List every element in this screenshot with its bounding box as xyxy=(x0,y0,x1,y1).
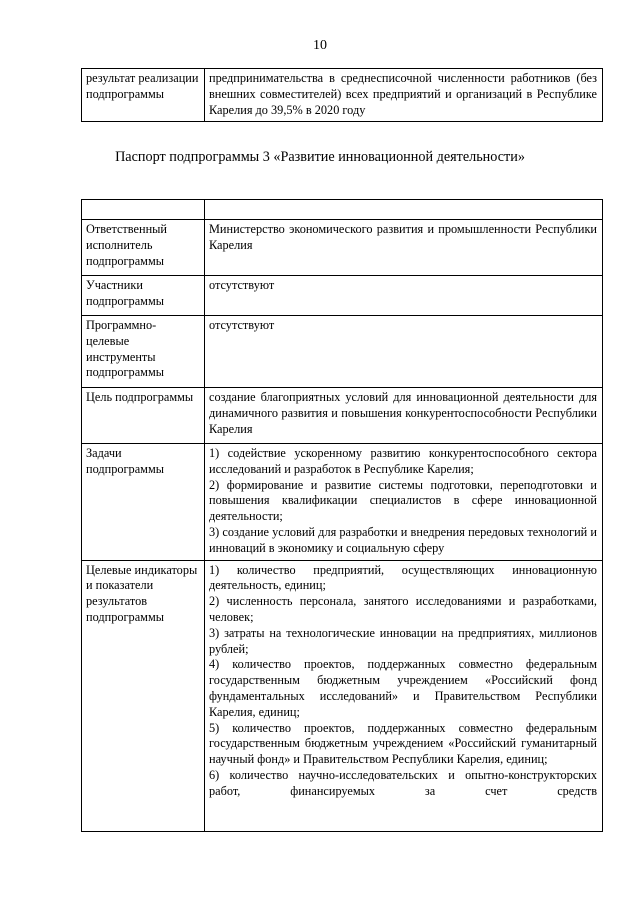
row-value-indicators xyxy=(205,560,603,831)
indicator-item: 6) количество научно-исследовательских и опытно-конструкторских работ, финансируемых за счет средств xyxy=(209,767,597,798)
indicator-item: 5) количество проектов, поддержанных совместно федеральным государственным бюджетным учреждением «Российский гуманитарный научный фонд» и Правительством Республики Карелия, единиц; xyxy=(209,720,597,767)
table-row xyxy=(82,388,603,444)
row-value-tasks xyxy=(205,444,603,561)
indicator-item: 2) численность персонала, занятого исследованиями и разработками, человек; xyxy=(209,594,597,624)
table-header-spacer xyxy=(82,200,603,220)
row-label-instruments: Программно-целевые инструменты подпрограммы xyxy=(82,316,205,388)
indicator-item: 1) количество предприятий, осуществляющих инновационную деятельность, единиц; xyxy=(209,562,597,593)
indicator-item: 4) количество проектов, поддержанных совместно федеральным государственным бюджетным учреждением «Российский фонд фундаментальных исследований» и Правительством Республики Карелия, единиц; xyxy=(209,657,597,719)
row-label-responsible: Ответственный исполнитель подпрограммы xyxy=(82,220,205,276)
passport-table xyxy=(81,199,603,832)
table-row xyxy=(82,220,603,276)
row-label-tasks: Задачи подпрограммы xyxy=(82,444,205,561)
section-title: Паспорт подпрограммы 3 «Развитие инновационной деятельности» xyxy=(115,149,525,165)
row-value-instruments: отсутствуют xyxy=(205,316,603,388)
row-value-participants: отсутствуют xyxy=(205,276,603,316)
row-label-participants: Участники подпрограммы xyxy=(82,276,205,316)
table-row xyxy=(82,444,603,561)
row-value-responsible: Министерство экономического развития и промышленности Республики Карелия xyxy=(205,220,603,276)
indicator-item: 3) затраты на технологические инновации на предприятиях, миллионов рублей; xyxy=(209,625,597,656)
row-label-goal: Цель подпрограммы xyxy=(82,388,205,444)
continued-table xyxy=(81,68,603,122)
task-item: 1) содействие ускоренному развитию конкурентоспособного сектора исследований и разработок в Республике Карелия; xyxy=(209,446,597,476)
table-row xyxy=(82,560,603,831)
table-row xyxy=(82,69,603,122)
task-item: 3) создание условий для разработки и внедрения передовых технологий и инноваций в экономику и социальную сферу xyxy=(209,524,597,555)
page-number: 10 xyxy=(313,38,327,53)
row-value-goal: создание благоприятных условий для инновационной деятельности для динамичного развития и повышения конкурентоспособности Республики Карелия xyxy=(205,388,603,444)
row-label-result: результат реализации подпрограммы xyxy=(82,69,205,122)
row-label-indicators: Целевые индикаторы и показатели результатов подпрограммы xyxy=(82,560,205,831)
table-row xyxy=(82,276,603,316)
task-item: 2) формирование и развитие системы подготовки, переподготовки и повышения квалификации специалистов в сфере инновационной деятельности; xyxy=(209,477,597,524)
table-row xyxy=(82,316,603,388)
row-value-result: предпринимательства в среднесписочной численности работников (без внешних совместителей) всех предприятий и организаций в Республике Карелия до 39,5% в 2020 году xyxy=(205,69,603,122)
